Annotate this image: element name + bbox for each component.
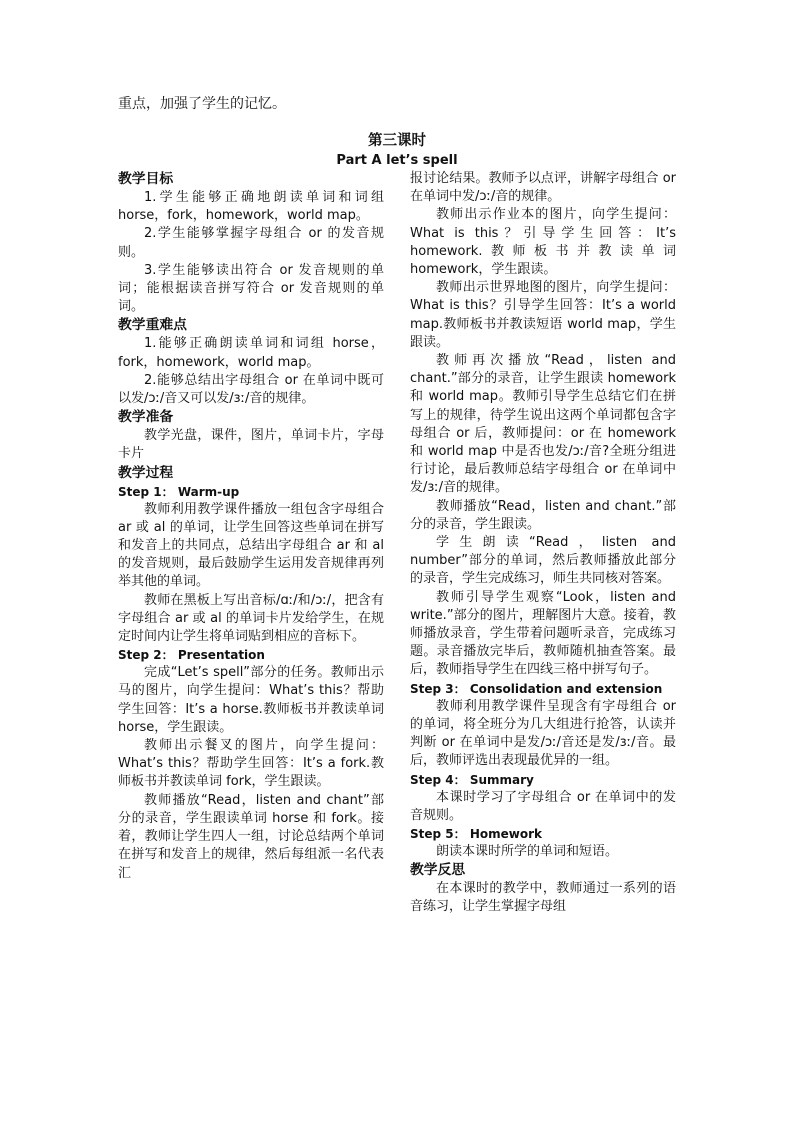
step-2-paragraph-1: 完成“Let’s spell”部分的任务。教师出示马的图片，向学生提问：What’s this？帮助学生回答：It’s a horse.教师板书并教读单词 horse，学生跟读。 [118,665,384,735]
right-column [410,170,676,917]
goal-3: 3.学生能够读出符合 or 发音规则的单词；能根据读音拼写符合 or 发音规则的单词。 [118,262,384,315]
goal-1: 1.学生能够正确地朗读单词和词组 horse，fork，homework，world map。 [118,190,384,224]
step-4-heading: Step 4： Summary [410,772,534,787]
step-5-paragraph: 朗读本课时所学的单词和短语。 [436,843,619,859]
step-2-paragraph-3: 教师播放“Read，listen and chant”部分的录音，学生跟读单词 horse 和 fork。接着，教师让学生四人一组，讨论总结两个单词在拼写和发音上的规律，然后每组派一名代表汇 [118,792,384,881]
step-3-heading: Step 3： Consolidation and extension [410,681,663,696]
step-3-paragraph: 教师利用教学课件呈现含有字母组合 or 的单词，将全班分为几大组进行抢答，认读并判断 or 在单词中是发/ɔː/音还是发/ɜː/音。最后，教师评选出表现最优异的一组。 [410,698,676,769]
heading-goals: 教学目标 [118,171,174,187]
continued-paragraph: 报讨论结果。教师予以点评，讲解字母组合 or 在单词中发/ɔː/音的规律。 [410,171,676,205]
step-1-heading: Step 1： Warm-up [118,484,240,499]
step-2-heading: Step 2： Presentation [118,648,265,663]
left-column [118,170,384,883]
step-1-paragraph-2: 教师在黑板上写出音标/ɑː/和/ɔː/，把含有字母组合 ar 或 al 的单词卡片发给学生，在规定时间内让学生将单词贴到相应的音标下。 [118,592,384,645]
heading-key-points: 教学重难点 [118,317,187,334]
lesson-subtitle: Part A let’s spell [336,153,458,168]
step-5-heading: Step 5： Homework [410,826,542,841]
chant-summary-paragraph: 教师再次播放“Read，listen and chant.”部分的录音，让学生跟读 homework 和 world map。教师引导学生总结它们在拼写上的规律，待学生说出这两个单词都包含字母组合 or 后，教师提问：or 在 homework 和 world map 中是否也发/ɔː/音?全班分组进行讨论，最后教师总结字母组合 or 在单词中发/ɜː/音的规律。 [410,353,676,496]
key-point-1: 1.能够正确朗读单词和词组 horse，fork，homework，world map。 [118,336,384,370]
step-4-paragraph: 本课时学习了字母组合 or 在单词中的发音规则。 [410,789,676,823]
reflection-paragraph: 在本课时的教学中，教师通过一系列的语音练习，让学生掌握字母组 [410,881,676,915]
look-listen-write-paragraph: 教师引导学生观察“Look，listen and write.”部分的图片，理解图片大意。接着，教师播放录音，学生带着问题听录音，完成练习题。录音播放完毕后，教师随机抽查答案。最后，教师指导学生在四线三格中拼写句子。 [410,589,676,678]
step-1-paragraph-1: 教师利用教学课件播放一组包含字母组合 ar 或 al 的单词，让学生回答这些单词在拼写和发音上的共同点，总结出字母组合 ar 和 al 的发音规则，最后鼓励学生运用发音规律再列举其他的单词。 [118,501,384,590]
preparation-text: 教学光盘，课件，图片，单词卡片，字母卡片 [118,428,384,462]
chant-repeat-paragraph: 教师播放“Read，listen and chant.”部分的录音，学生跟读。 [410,498,676,532]
homework-paragraph: 教师出示作业本的图片，向学生提问：What is this？引导学生回答：It’s homework.教师板书并教读单词 homework，学生跟读。 [410,207,676,278]
heading-preparation: 教学准备 [118,409,174,426]
number-exercise-paragraph: 学生朗读“Read，listen and number”部分的单词，然后教师播放此部分的录音，学生完成练习，师生共同核对答案。 [410,535,676,587]
heading-reflection: 教学反思 [410,862,466,879]
key-point-2: 2.能够总结出字母组合 or 在单词中既可以发/ɔː/音又可以发/ɜː/音的规律。 [118,372,384,407]
lesson-title: 第三课时 [368,133,426,149]
step-2-paragraph-2: 教师出示餐叉的图片，向学生提问：What’s this？帮助学生回答：It’s a fork.教师板书并教读单词 fork，学生跟读。 [118,738,384,790]
intro-line: 重点，加强了学生的记忆。 [118,96,286,112]
heading-process: 教学过程 [118,464,174,481]
goal-2: 2.学生能够掌握字母组合 or 的发音规则。 [118,226,384,260]
world-map-paragraph: 教师出示世界地图的图片，向学生提问：What is this？引导学生回答：It’s a world map.教师板书并教读短语 world map，学生跟读。 [410,280,676,350]
